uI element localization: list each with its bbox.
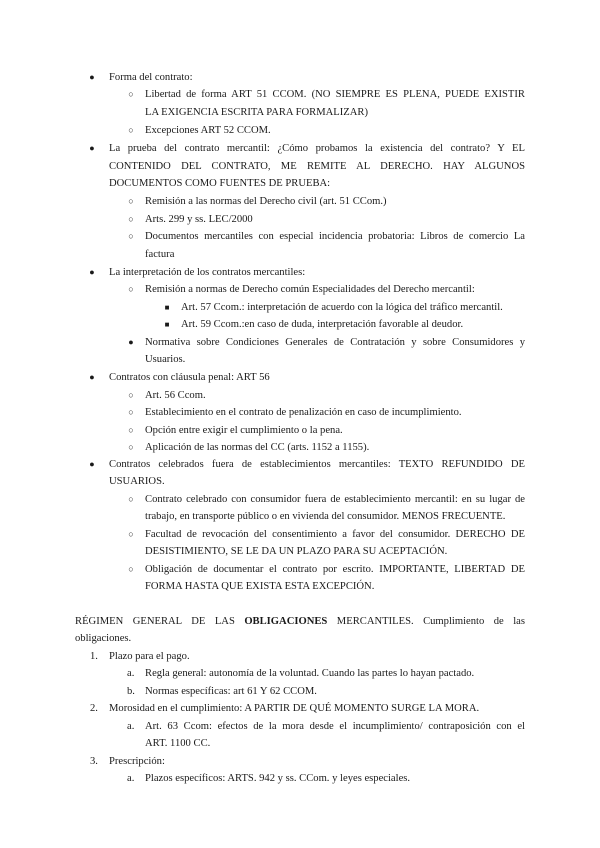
sub-item-text: LA EXIGENCIA ESCRITA PARA FORMALIZAR) xyxy=(145,107,369,118)
list-item-text: La prueba del contrato mercantil: ¿Cómo probamos la existencia del contrato? Y EL xyxy=(109,143,525,154)
bullet-circle: ○ xyxy=(128,125,134,135)
sub-item-text: Excepciones ART 52 CCOM. xyxy=(145,125,271,136)
sub-item-text: Normativa sobre Condiciones Generales de Contratación y sobre Consumidores y xyxy=(145,337,525,348)
section-heading-line xyxy=(75,613,525,630)
section-heading-line2: obligaciones. xyxy=(75,633,132,644)
sub-item-text: Establecimiento en el contrato de penalización en caso de incumplimiento. xyxy=(145,407,462,418)
sub-item-text: Remisión a las normas del Derecho civil (art. 51 CCom.) xyxy=(145,196,387,207)
sub-item-text: FORMA HASTA QUE EXISTA ESTA EXCEPCIÓN. xyxy=(145,581,375,592)
bullet-circle: ○ xyxy=(128,494,134,504)
bullet-square: ■ xyxy=(164,303,170,312)
bullet-circle: ○ xyxy=(128,564,134,574)
sub-item-text: Aplicación de las normas del CC (arts. 1152 a 1155). xyxy=(145,442,370,453)
numbered-item-text: Prescripción: xyxy=(109,756,165,767)
sub-item-text: Facultad de revocación del consentimiento a favor del consumidor. DERECHO DE xyxy=(145,529,525,540)
bullet-disc: ● xyxy=(89,143,95,153)
item-letter: b. xyxy=(127,686,135,697)
list-item-text: USUARIOS. xyxy=(109,476,165,487)
bullet-circle: ○ xyxy=(128,284,134,294)
section-heading-bold: OBLIGACIONES xyxy=(244,616,328,627)
bullet-disc: ● xyxy=(89,267,95,277)
section-heading-pre: RÉGIMEN GENERAL DE LAS xyxy=(75,616,245,627)
bullet-circle: ○ xyxy=(128,196,134,206)
bullet-disc: ● xyxy=(128,337,134,347)
bullet-disc: ● xyxy=(89,72,95,82)
sub-item-text: Libertad de forma ART 51 CCOM. (NO SIEMPRE ES PLENA, PUEDE EXISTIR xyxy=(145,89,525,100)
lettered-item-text: Regla general: autonomía de la voluntad. Cuando las partes lo hayan pactado. xyxy=(145,668,475,679)
list-item-text: DOCUMENTOS COMO FUENTES DE PRUEBA: xyxy=(109,178,331,189)
bullet-square: ■ xyxy=(164,320,170,329)
bullet-circle: ○ xyxy=(128,529,134,539)
third-level-text: Art. 57 Ccom.: interpretación de acuerdo con la lógica del tráfico mercantil. xyxy=(181,302,503,313)
item-letter: a. xyxy=(127,721,135,732)
numbered-item-text: Plazo para el pago. xyxy=(109,651,190,662)
bullet-circle: ○ xyxy=(128,425,134,435)
sub-item-text: Contrato celebrado con consumidor fuera de establecimiento mercantil: en su lugar de xyxy=(145,494,525,505)
sub-item-text: factura xyxy=(145,249,175,260)
item-letter: a. xyxy=(127,773,135,784)
list-item-text: CONTENIDO DEL CONTRATO, ME REMITE AL DERECHO. HAY ALGUNOS xyxy=(109,161,525,172)
sub-item-text: trabajo, en transporte público o en vivienda del consumidor. MENOS FRECUENTE. xyxy=(145,511,506,522)
section-heading-post: MERCANTILES. Cumplimiento de las xyxy=(327,616,525,627)
bullet-circle: ○ xyxy=(128,231,134,241)
item-number: 1. xyxy=(90,651,98,662)
bullet-disc: ● xyxy=(89,372,95,382)
item-number: 3. xyxy=(90,756,98,767)
sub-item-text: Opción entre exigir el cumplimiento o la pena. xyxy=(145,425,343,436)
bullet-circle: ○ xyxy=(128,89,134,99)
item-number: 2. xyxy=(90,703,98,714)
third-level-text: Art. 59 Ccom.:en caso de duda, interpretación favorable al deudor. xyxy=(181,319,464,330)
sub-item-text: Remisión a normas de Derecho común Especialidades del Derecho mercantil: xyxy=(145,284,475,295)
sub-item-text: Obligación de documentar el contrato por escrito. IMPORTANTE, LIBERTAD DE xyxy=(145,564,525,575)
sub-item-text: Arts. 299 y ss. LEC/2000 xyxy=(145,214,253,225)
list-item-text: Contratos celebrados fuera de establecimientos mercantiles: TEXTO REFUNDIDO DE xyxy=(109,459,525,470)
lettered-item-text: Art. 63 Ccom: efectos de la mora desde el incumplimiento/ contraposición con el xyxy=(145,721,525,732)
numbered-item-text: Morosidad en el cumplimiento: A PARTIR DE QUÉ MOMENTO SURGE LA MORA. xyxy=(109,703,480,714)
bullet-circle: ○ xyxy=(128,390,134,400)
lettered-item-text: Plazos específicos: ARTS. 942 y ss. CCom. y leyes especiales. xyxy=(145,773,411,784)
lettered-item-text: Normas específicas: art 61 Y 62 CCOM. xyxy=(145,686,317,697)
item-letter: a. xyxy=(127,668,135,679)
sub-item-text: Usuarios. xyxy=(145,354,186,365)
list-item-text: Contratos con cláusula penal: ART 56 xyxy=(109,372,270,383)
lettered-item-text: ART. 1100 CC. xyxy=(145,738,211,749)
bullet-disc: ● xyxy=(89,459,95,469)
bullet-circle: ○ xyxy=(128,214,134,224)
list-item-text: La interpretación de los contratos mercantiles: xyxy=(109,267,306,278)
sub-item-text: DESISTIMIENTO, SE LE DA UN PLAZO PARA SU ACEPTACIÓN. xyxy=(145,546,448,557)
sub-item-text: Art. 56 Ccom. xyxy=(145,390,206,401)
list-item-text: Forma del contrato: xyxy=(109,72,193,83)
bullet-circle: ○ xyxy=(128,442,134,452)
bullet-circle: ○ xyxy=(128,407,134,417)
sub-item-text: Documentos mercantiles con especial incidencia probatoria: Libros de comercio La xyxy=(145,231,525,242)
